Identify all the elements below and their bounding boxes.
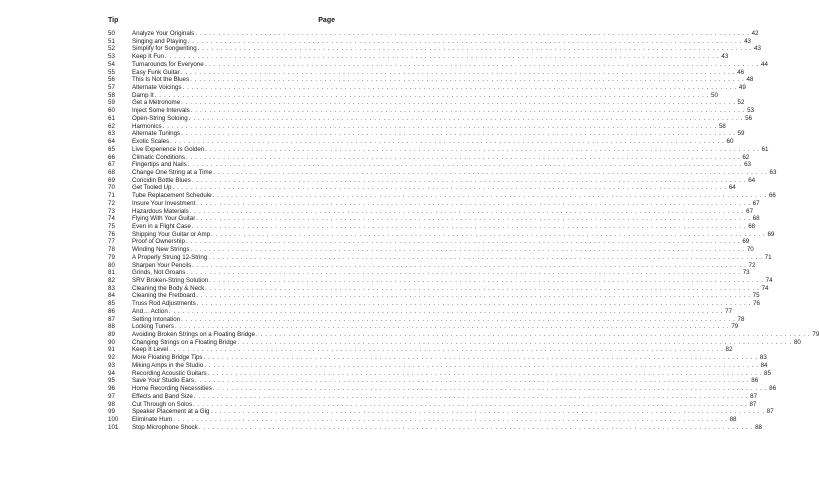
dot-leader: . . . . . . . . . . . . . . . . . . . . . . . . . . . . . . . . . . . . . . . . . . . . . . . . . . . . . . . . . . . . . . . . . . . . . . . . . . . . . . . . . . . . . . . . . . . . . . . . . . . . . . . . . . . . . . . . . . . . . . . . [190, 107, 746, 115]
dot-leader: . . . . . . . . . . . . . . . . . . . . . . . . . . . . . . . . . . . . . . . . . . . . . . . . . . . . . . . . . . . . . . . . . . . . . . . . . . . . . . . . . . . . . . . . . . . . . . . . . . . . . . . . . . . . . . . . . . . . . . . . [172, 184, 727, 192]
tip-title: Cut Through on Solos [132, 400, 193, 408]
tip-number: 58 [108, 91, 115, 99]
toc-entry [108, 354, 767, 362]
toc-entry [108, 230, 775, 239]
dot-leader: . . . . . . . . . . . . . . . . . . . . . . . . . . . . . . . . . . . . . . . . . . . . . . . . . . . . . . . . . . . . . . . . . . . . . . . . . . . . . . . . . . . . . . . . . . . . . . . . . . . . . . . . . . . . . . . . . . . . . . . . [181, 315, 736, 323]
dot-leader: . . . . . . . . . . . . . . . . . . . . . . . . . . . . . . . . . . . . . . . . . . . . . . . . . . . . . . . . . . . . . . . . . . . . . . . . . . . . . . . . . . . . . . . . . . . . . . . . . . . . . . . . . . . . . . . . . . . . . . . . [162, 122, 717, 130]
dot-leader: . . . . . . . . . . . . . . . . . . . . . . . . . . . . . . . . . . . . . . . . . . . . . . . . . . . . . . . . . . . . . . . . . . . . . . . . . . . . . . . . . . . . . . . . . . . . . . . . . . . . . . . . . . . . . . . . . . . . . . . . [211, 230, 766, 238]
page-number: 68 [752, 215, 760, 223]
page-number: 70 [746, 246, 754, 254]
toc-entry [108, 346, 733, 354]
page-number: 86 [751, 377, 759, 385]
dot-leader: . . . . . . . . . . . . . . . . . . . . . . . . . . . . . . . . . . . . . . . . . . . . . . . . . . . . . . . . . . . . . . . . . . . . . . . . . . . . . . . . . . . . . . . . . . . . . . . . . . . . . . . . . . . . . . . . . . . . . . . . [181, 130, 736, 138]
tip-title: Get a Metronome [132, 99, 181, 107]
toc-entry [108, 91, 718, 100]
page-number: 73 [742, 269, 750, 277]
tip-title: This Is Not the Blues [132, 76, 190, 84]
tip-title: Coricidin Bottle Blues [132, 176, 191, 184]
toc-entry [108, 184, 736, 192]
dot-leader: . . . . . . . . . . . . . . . . . . . . . . . . . . . . . . . . . . . . . . . . . . . . . . . . . . . . . . . . . . . . . . . . . . . . . . . . . . . . . . . . . . . . . . . . . . . . . . . . . . . . . . . . . . . . . . . . . . . . . . . . [185, 238, 741, 246]
tip-title: Setting Intonation [132, 315, 181, 323]
toc-entry [108, 277, 773, 285]
tip-number: 87 [108, 315, 115, 323]
tip-title: Inject Some Intervals [132, 107, 190, 115]
page-number: 49 [738, 84, 746, 92]
page-number: 84 [760, 361, 768, 369]
page-number: 46 [737, 68, 745, 76]
tip-number: 81 [108, 269, 115, 277]
toc-entry [108, 130, 745, 138]
table-of-contents [108, 17, 819, 431]
tip-number: 60 [108, 107, 115, 115]
toc-header [108, 17, 336, 28]
tip-title: Locking Tuners [132, 323, 174, 331]
toc-entry [108, 192, 776, 200]
tip-number: 55 [108, 68, 115, 76]
tip-number: 95 [108, 377, 115, 385]
page-number: 68 [748, 222, 756, 230]
dot-leader: . . . . . . . . . . . . . . . . . . . . . . . . . . . . . . . . . . . . . . . . . . . . . . . . . . . . . . . . . . . . . . . . . . . . . . . . . . . . . . . . . . . . . . . . . . . . . . . . . . . . . . . . . . . . . . . . . . . . . . . . [195, 30, 750, 37]
tip-column-heading: Tip [108, 17, 119, 24]
page-number: 43 [721, 53, 729, 61]
toc-entry [108, 153, 750, 162]
dot-leader: . . . . . . . . . . . . . . . . . . . . . . . . . . . . . . . . . . . . . . . . . . . . . . . . . . . . . . . . . . . . . . . . . . . . . . . . . . . . . . . . . . . . . . . . . . . . . . . . . . . . . . . . . . . . . . . . . . . . . . . . [190, 246, 745, 254]
page-number: 43 [744, 37, 751, 45]
dot-leader: . . . . . . . . . . . . . . . . . . . . . . . . . . . . . . . . . . . . . . . . . . . . . . . . . . . . . . . . . . . . . . . . . . . . . . . . . . . . . . . . . . . . . . . . . . . . . . . . . . . . . . . . . . . . . . . . . . . . . . . . [204, 60, 759, 68]
toc-entry [108, 307, 733, 316]
tip-number: 94 [108, 369, 115, 377]
tip-number: 57 [108, 84, 115, 92]
dot-leader: . . . . . . . . . . . . . . . . . . . . . . . . . . . . . . . . . . . . . . . . . . . . . . . . . . . . . . . . . . . . . . . . . . . . . . . . . . . . . . . . . . . . . . . . . . . . . . . . . . . . . . . . . . . . . . . . . . . . . . . . [205, 145, 760, 153]
page-number: 63 [744, 161, 751, 169]
tip-number: 63 [108, 130, 115, 138]
tip-number: 75 [108, 222, 115, 230]
dot-leader: . . . . . . . . . . . . . . . . . . . . . . . . . . . . . . . . . . . . . . . . . . . . . . . . . . . . . . . . . . . . . . . . . . . . . . . . . . . . . . . . . . . . . . . . . . . . . . . . . . . . . . . . . . . . . . . . . . . . . . . . [256, 331, 811, 339]
tip-title: Exotic Scales [132, 138, 170, 146]
page-number: 69 [742, 238, 750, 246]
tip-number: 88 [108, 323, 115, 331]
dot-leader: . . . . . . . . . . . . . . . . . . . . . . . . . . . . . . . . . . . . . . . . . . . . . . . . . . . . . . . . . . . . . . . . . . . . . . . . . . . . . . . . . . . . . . . . . . . . . . . . . . . . . . . . . . . . . . . . . . . . . . . . [193, 400, 748, 408]
tip-title: More Floating Bridge Tips [132, 354, 203, 362]
toc-entry [108, 53, 729, 61]
tip-title: Keep It Level [132, 346, 169, 354]
tip-title: Hazardous Materials [132, 207, 189, 215]
tip-number: 82 [108, 277, 115, 284]
tip-number: 98 [108, 400, 115, 408]
dot-leader: . . . . . . . . . . . . . . . . . . . . . . . . . . . . . . . . . . . . . . . . . . . . . . . . . . . . . . . . . . . . . . . . . . . . . . . . . . . . . . . . . . . . . . . . . . . . . . . . . . . . . . . . . . . . . . . . . . . . . . . . [182, 84, 737, 92]
tip-number: 96 [108, 385, 115, 393]
tip-title: Simplify for Songwriting [132, 45, 197, 53]
dot-leader: . . . . . . . . . . . . . . . . . . . . . . . . . . . . . . . . . . . . . . . . . . . . . . . . . . . . . . . . . . . . . . . . . . . . . . . . . . . . . . . . . . . . . . . . . . . . . . . . . . . . . . . . . . . . . . . . . . . . . . . . [168, 307, 724, 315]
dot-leader: . . . . . . . . . . . . . . . . . . . . . . . . . . . . . . . . . . . . . . . . . . . . . . . . . . . . . . . . . . . . . . . . . . . . . . . . . . . . . . . . . . . . . . . . . . . . . . . . . . . . . . . . . . . . . . . . . . . . . . . . [213, 168, 768, 176]
toc-entry [108, 76, 754, 84]
tip-number: 76 [108, 230, 115, 238]
page-number: 60 [726, 138, 734, 146]
dot-leader: . . . . . . . . . . . . . . . . . . . . . . . . . . . . . . . . . . . . . . . . . . . . . . . . . . . . . . . . . . . . . . . . . . . . . . . . . . . . . . . . . . . . . . . . . . . . . . . . . . . . . . . . . . . . . . . . . . . . . . . . [170, 138, 725, 146]
tip-title: Truss Rod Adjustments [132, 300, 196, 308]
tip-number: 80 [108, 261, 115, 269]
page-number: 66 [768, 192, 776, 200]
tip-number: 101 [108, 423, 119, 431]
toc-entry [108, 222, 756, 231]
toc-entry [108, 415, 737, 424]
toc-entry [108, 269, 750, 277]
dot-leader: . . . . . . . . . . . . . . . . . . . . . . . . . . . . . . . . . . . . . . . . . . . . . . . . . . . . . . . . . . . . . . . . . . . . . . . . . . . . . . . . . . . . . . . . . . . . . . . . . . . . . . . . . . . . . . . . . . . . . . . . [198, 423, 753, 431]
page-number: 85 [764, 369, 771, 377]
dot-leader: . . . . . . . . . . . . . . . . . . . . . . . . . . . . . . . . . . . . . . . . . . . . . . . . . . . . . . . . . . . . . . . . . . . . . . . . . . . . . . . . . . . . . . . . . . . . . . . . . . . . . . . . . . . . . . . . . . . . . . . . [185, 153, 741, 161]
tip-title: Shipping Your Guitar or Amp [132, 230, 211, 238]
dot-leader: . . . . . . . . . . . . . . . . . . . . . . . . . . . . . . . . . . . . . . . . . . . . . . . . . . . . . . . . . . . . . . . . . . . . . . . . . . . . . . . . . . . . . . . . . . . . . . . . . . . . . . . . . . . . . . . . . . . . . . . . [191, 176, 747, 184]
toc-entry [108, 60, 768, 69]
toc-entry [108, 377, 759, 385]
tip-title: Climatic Conditions [132, 153, 185, 161]
tip-title: Cleaning the Body & Neck [132, 284, 205, 292]
dot-leader: . . . . . . . . . . . . . . . . . . . . . . . . . . . . . . . . . . . . . . . . . . . . . . . . . . . . . . . . . . . . . . . . . . . . . . . . . . . . . . . . . . . . . . . . . . . . . . . . . . . . . . . . . . . . . . . . . . . . . . . . [193, 392, 749, 400]
dot-leader: . . . . . . . . . . . . . . . . . . . . . . . . . . . . . . . . . . . . . . . . . . . . . . . . . . . . . . . . . . . . . . . . . . . . . . . . . . . . . . . . . . . . . . . . . . . . . . . . . . . . . . . . . . . . . . . . . . . . . . . . [210, 408, 765, 416]
tip-title: Singing and Playing [132, 37, 187, 45]
dot-leader: . . . . . . . . . . . . . . . . . . . . . . . . . . . . . . . . . . . . . . . . . . . . . . . . . . . . . . . . . . . . . . . . . . . . . . . . . . . . . . . . . . . . . . . . . . . . . . . . . . . . . . . . . . . . . . . . . . . . . . . . [180, 68, 736, 76]
toc-entry [108, 168, 777, 177]
tip-number: 99 [108, 408, 115, 416]
page-number: 74 [761, 284, 769, 292]
toc-entry [108, 392, 758, 401]
toc-entry [108, 423, 762, 432]
toc-entries [108, 30, 819, 431]
tip-title: Even in a Flight Case [132, 222, 191, 230]
tip-title: Home Recording Necessities [132, 385, 212, 393]
tip-title: And… Action [132, 307, 168, 315]
tip-number: 66 [108, 153, 115, 161]
dot-leader: . . . . . . . . . . . . . . . . . . . . . . . . . . . . . . . . . . . . . . . . . . . . . . . . . . . . . . . . . . . . . . . . . . . . . . . . . . . . . . . . . . . . . . . . . . . . . . . . . . . . . . . . . . . . . . . . . . . . . . . . [207, 369, 762, 377]
dot-leader: . . . . . . . . . . . . . . . . . . . . . . . . . . . . . . . . . . . . . . . . . . . . . . . . . . . . . . . . . . . . . . . . . . . . . . . . . . . . . . . . . . . . . . . . . . . . . . . . . . . . . . . . . . . . . . . . . . . . . . . . [154, 91, 709, 99]
dot-leader: . . . . . . . . . . . . . . . . . . . . . . . . . . . . . . . . . . . . . . . . . . . . . . . . . . . . . . . . . . . . . . . . . . . . . . . . . . . . . . . . . . . . . . . . . . . . . . . . . . . . . . . . . . . . . . . . . . . . . . . . [196, 215, 751, 223]
tip-number: 91 [108, 346, 115, 354]
tip-number: 92 [108, 354, 115, 362]
page-number: 79 [812, 331, 819, 339]
page-number: 48 [746, 76, 754, 84]
page-number: 52 [737, 99, 745, 107]
page-number: 62 [742, 153, 750, 161]
page-number: 71 [764, 253, 772, 261]
tip-number: 65 [108, 145, 115, 153]
page-number: 64 [728, 184, 736, 192]
tip-number: 85 [108, 300, 115, 308]
tip-number: 86 [108, 307, 115, 315]
page-number: 63 [769, 168, 777, 176]
tip-number: 68 [108, 168, 115, 176]
tip-number: 83 [108, 284, 115, 292]
page-number: 87 [749, 400, 757, 408]
page-number: 87 [750, 392, 758, 400]
page-number: 83 [759, 354, 767, 362]
tip-title: Cleaning the Fretboard [132, 292, 196, 300]
tip-number: 74 [108, 215, 115, 223]
dot-leader: . . . . . . . . . . . . . . . . . . . . . . . . . . . . . . . . . . . . . . . . . . . . . . . . . . . . . . . . . . . . . . . . . . . . . . . . . . . . . . . . . . . . . . . . . . . . . . . . . . . . . . . . . . . . . . . . . . . . . . . . [189, 207, 745, 215]
page-number: 78 [737, 315, 745, 323]
toc-entry [108, 99, 745, 107]
page-number: 43 [754, 45, 761, 53]
dot-leader: . . . . . . . . . . . . . . . . . . . . . . . . . . . . . . . . . . . . . . . . . . . . . . . . . . . . . . . . . . . . . . . . . . . . . . . . . . . . . . . . . . . . . . . . . . . . . . . . . . . . . . . . . . . . . . . . . . . . . . . . [169, 346, 724, 354]
tip-number: 90 [108, 338, 115, 346]
toc-entry [108, 84, 746, 92]
tip-title: Alternate Voicings [132, 84, 182, 92]
tip-number: 61 [108, 114, 115, 122]
dot-leader: . . . . . . . . . . . . . . . . . . . . . . . . . . . . . . . . . . . . . . . . . . . . . . . . . . . . . . . . . . . . . . . . . . . . . . . . . . . . . . . . . . . . . . . . . . . . . . . . . . . . . . . . . . . . . . . . . . . . . . . . [181, 99, 736, 107]
tip-number: 67 [108, 161, 115, 169]
toc-entry [108, 315, 745, 324]
dot-leader: . . . . . . . . . . . . . . . . . . . . . . . . . . . . . . . . . . . . . . . . . . . . . . . . . . . . . . . . . . . . . . . . . . . . . . . . . . . . . . . . . . . . . . . . . . . . . . . . . . . . . . . . . . . . . . . . . . . . . . . . [186, 269, 741, 277]
toc-entry [108, 30, 759, 38]
dot-leader: . . . . . . . . . . . . . . . . . . . . . . . . . . . . . . . . . . . . . . . . . . . . . . . . . . . . . . . . . . . . . . . . . . . . . . . . . . . . . . . . . . . . . . . . . . . . . . . . . . . . . . . . . . . . . . . . . . . . . . . . [237, 338, 792, 346]
tip-number: 100 [108, 415, 119, 423]
tip-number: 84 [108, 292, 115, 300]
page-number: 86 [769, 385, 777, 393]
toc-entry [108, 207, 754, 216]
dot-leader: . . . . . . . . . . . . . . . . . . . . . . . . . . . . . . . . . . . . . . . . . . . . . . . . . . . . . . . . . . . . . . . . . . . . . . . . . . . . . . . . . . . . . . . . . . . . . . . . . . . . . . . . . . . . . . . . . . . . . . . . [187, 161, 742, 169]
tip-title: Get Tooled Up [132, 184, 172, 192]
tip-title: Live Experience Is Golden [132, 145, 205, 153]
tip-number: 53 [108, 53, 115, 61]
tip-number: 59 [108, 99, 115, 107]
toc-entry [108, 68, 745, 77]
tip-title: Change One String at a Time [132, 168, 213, 176]
page-number: 69 [767, 230, 775, 238]
tip-title: Recording Acoustic Guitars [132, 369, 207, 377]
tip-title: Keep It Fun [132, 53, 164, 61]
dot-leader: . . . . . . . . . . . . . . . . . . . . . . . . . . . . . . . . . . . . . . . . . . . . . . . . . . . . . . . . . . . . . . . . . . . . . . . . . . . . . . . . . . . . . . . . . . . . . . . . . . . . . . . . . . . . . . . . . . . . . . . . [187, 37, 742, 45]
toc-entry [108, 284, 769, 293]
toc-entry [108, 215, 760, 223]
toc-entry [108, 107, 755, 115]
dot-leader: . . . . . . . . . . . . . . . . . . . . . . . . . . . . . . . . . . . . . . . . . . . . . . . . . . . . . . . . . . . . . . . . . . . . . . . . . . . . . . . . . . . . . . . . . . . . . . . . . . . . . . . . . . . . . . . . . . . . . . . . [208, 253, 763, 261]
tip-number: 56 [108, 76, 115, 84]
page-column-heading: Page [318, 17, 335, 24]
toc-entry [108, 323, 739, 331]
tip-title: Eliminate Hum [132, 415, 173, 423]
tip-title: Stop Microphone Shock [132, 423, 198, 431]
tip-number: 52 [108, 45, 115, 53]
tip-title: Harmonics [132, 122, 162, 130]
dot-leader: . . . . . . . . . . . . . . . . . . . . . . . . . . . . . . . . . . . . . . . . . . . . . . . . . . . . . . . . . . . . . . . . . . . . . . . . . . . . . . . . . . . . . . . . . . . . . . . . . . . . . . . . . . . . . . . . . . . . . . . . [196, 292, 751, 300]
tip-title: Proof of Ownership [132, 238, 185, 246]
page-number: 88 [755, 423, 762, 431]
tip-number: 70 [108, 184, 115, 192]
page-number: 88 [729, 415, 737, 423]
toc-entry [108, 122, 726, 131]
dot-leader: . . . . . . . . . . . . . . . . . . . . . . . . . . . . . . . . . . . . . . . . . . . . . . . . . . . . . . . . . . . . . . . . . . . . . . . . . . . . . . . . . . . . . . . . . . . . . . . . . . . . . . . . . . . . . . . . . . . . . . . . [209, 277, 764, 284]
toc-entry [108, 261, 756, 270]
dot-leader: . . . . . . . . . . . . . . . . . . . . . . . . . . . . . . . . . . . . . . . . . . . . . . . . . . . . . . . . . . . . . . . . . . . . . . . . . . . . . . . . . . . . . . . . . . . . . . . . . . . . . . . . . . . . . . . . . . . . . . . . [196, 199, 751, 207]
page-number: 42 [751, 30, 759, 37]
tip-title: A Properly Strung 12-String [132, 253, 208, 261]
tip-title: Effects and Band Size [132, 392, 193, 400]
tip-number: 50 [108, 30, 115, 37]
dot-leader: . . . . . . . . . . . . . . . . . . . . . . . . . . . . . . . . . . . . . . . . . . . . . . . . . . . . . . . . . . . . . . . . . . . . . . . . . . . . . . . . . . . . . . . . . . . . . . . . . . . . . . . . . . . . . . . . . . . . . . . . [188, 114, 743, 122]
toc-entry [108, 37, 751, 46]
tip-title: SRV Broken-String Solution [132, 277, 209, 284]
dot-leader: . . . . . . . . . . . . . . . . . . . . . . . . . . . . . . . . . . . . . . . . . . . . . . . . . . . . . . . . . . . . . . . . . . . . . . . . . . . . . . . . . . . . . . . . . . . . . . . . . . . . . . . . . . . . . . . . . . . . . . . . [173, 415, 728, 423]
page-number: 75 [752, 292, 760, 300]
tip-title: Grinds, Not Groans [132, 269, 186, 277]
page-number: 74 [765, 277, 773, 284]
tip-number: 72 [108, 199, 115, 207]
page-number: 79 [731, 323, 739, 331]
tip-title: Insure Your Investment [132, 199, 196, 207]
page-number: 61 [761, 145, 769, 153]
tip-title: Damp It [132, 91, 154, 99]
page-number: 77 [725, 307, 733, 315]
tip-title: Sharpen Your Pencils [132, 261, 192, 269]
toc-entry [108, 338, 801, 347]
tip-number: 64 [108, 138, 115, 146]
tip-number: 89 [108, 331, 115, 339]
dot-leader: . . . . . . . . . . . . . . . . . . . . . . . . . . . . . . . . . . . . . . . . . . . . . . . . . . . . . . . . . . . . . . . . . . . . . . . . . . . . . . . . . . . . . . . . . . . . . . . . . . . . . . . . . . . . . . . . . . . . . . . . [194, 377, 750, 385]
tip-title: Flying With Your Guitar [132, 215, 196, 223]
page-number: 76 [753, 300, 760, 308]
dot-leader: . . . . . . . . . . . . . . . . . . . . . . . . . . . . . . . . . . . . . . . . . . . . . . . . . . . . . . . . . . . . . . . . . . . . . . . . . . . . . . . . . . . . . . . . . . . . . . . . . . . . . . . . . . . . . . . . . . . . . . . . [191, 222, 747, 230]
tip-title: Save Your Studio Ears [132, 377, 194, 385]
dot-leader: . . . . . . . . . . . . . . . . . . . . . . . . . . . . . . . . . . . . . . . . . . . . . . . . . . . . . . . . . . . . . . . . . . . . . . . . . . . . . . . . . . . . . . . . . . . . . . . . . . . . . . . . . . . . . . . . . . . . . . . . [190, 76, 745, 84]
toc-entry [108, 138, 734, 146]
dot-leader: . . . . . . . . . . . . . . . . . . . . . . . . . . . . . . . . . . . . . . . . . . . . . . . . . . . . . . . . . . . . . . . . . . . . . . . . . . . . . . . . . . . . . . . . . . . . . . . . . . . . . . . . . . . . . . . . . . . . . . . . [197, 45, 752, 53]
tip-number: 54 [108, 60, 115, 68]
tip-title: Speaker Placement at a Gig [132, 408, 210, 416]
page-number: 67 [752, 199, 760, 207]
page-number: 58 [718, 122, 726, 130]
toc-entry [108, 300, 760, 308]
toc-entry [108, 145, 769, 154]
dot-leader: . . . . . . . . . . . . . . . . . . . . . . . . . . . . . . . . . . . . . . . . . . . . . . . . . . . . . . . . . . . . . . . . . . . . . . . . . . . . . . . . . . . . . . . . . . . . . . . . . . . . . . . . . . . . . . . . . . . . . . . . [203, 354, 758, 362]
tip-title: Easy Funk Guitar [132, 68, 180, 76]
dot-leader: . . . . . . . . . . . . . . . . . . . . . . . . . . . . . . . . . . . . . . . . . . . . . . . . . . . . . . . . . . . . . . . . . . . . . . . . . . . . . . . . . . . . . . . . . . . . . . . . . . . . . . . . . . . . . . . . . . . . . . . . [196, 300, 751, 308]
dot-leader: . . . . . . . . . . . . . . . . . . . . . . . . . . . . . . . . . . . . . . . . . . . . . . . . . . . . . . . . . . . . . . . . . . . . . . . . . . . . . . . . . . . . . . . . . . . . . . . . . . . . . . . . . . . . . . . . . . . . . . . . [192, 261, 747, 269]
page-number: 50 [711, 91, 718, 99]
tip-title: Turnarounds for Everyone [132, 60, 204, 68]
toc-entry [108, 331, 819, 339]
dot-leader: . . . . . . . . . . . . . . . . . . . . . . . . . . . . . . . . . . . . . . . . . . . . . . . . . . . . . . . . . . . . . . . . . . . . . . . . . . . . . . . . . . . . . . . . . . . . . . . . . . . . . . . . . . . . . . . . . . . . . . . . [205, 284, 760, 292]
dot-leader: . . . . . . . . . . . . . . . . . . . . . . . . . . . . . . . . . . . . . . . . . . . . . . . . . . . . . . . . . . . . . . . . . . . . . . . . . . . . . . . . . . . . . . . . . . . . . . . . . . . . . . . . . . . . . . . . . . . . . . . . [212, 385, 768, 393]
toc-entry [108, 246, 754, 254]
toc-entry [108, 292, 760, 300]
tip-number: 77 [108, 238, 115, 246]
toc-entry [108, 238, 750, 246]
page-number: 67 [746, 207, 754, 215]
toc-entry [108, 253, 772, 262]
dot-leader: . . . . . . . . . . . . . . . . . . . . . . . . . . . . . . . . . . . . . . . . . . . . . . . . . . . . . . . . . . . . . . . . . . . . . . . . . . . . . . . . . . . . . . . . . . . . . . . . . . . . . . . . . . . . . . . . . . . . . . . . [204, 361, 759, 369]
toc-entry [108, 161, 751, 169]
page-number: 80 [793, 338, 801, 346]
page-number: 56 [745, 114, 752, 122]
page-number: 59 [737, 130, 745, 138]
tip-number: 79 [108, 253, 115, 261]
toc-entry [108, 176, 756, 185]
tip-number: 71 [108, 192, 115, 200]
dot-leader: . . . . . . . . . . . . . . . . . . . . . . . . . . . . . . . . . . . . . . . . . . . . . . . . . . . . . . . . . . . . . . . . . . . . . . . . . . . . . . . . . . . . . . . . . . . . . . . . . . . . . . . . . . . . . . . . . . . . . . . . [174, 323, 730, 331]
page-number: 53 [747, 107, 755, 115]
tip-number: 62 [108, 122, 115, 130]
toc-entry [108, 45, 761, 53]
tip-title: Alternate Tunings [132, 130, 181, 138]
toc-entry [108, 361, 768, 370]
tip-title: Avoiding Broken Strings on a Floating Bridge [132, 331, 256, 339]
tip-number: 97 [108, 392, 115, 400]
toc-entry [108, 114, 752, 123]
tip-title: Winding New Strings [132, 246, 190, 254]
toc-entry [108, 199, 760, 208]
tip-number: 73 [108, 207, 115, 215]
toc-entry [108, 408, 774, 416]
page-number: 87 [766, 408, 774, 416]
tip-number: 78 [108, 246, 115, 254]
page-number: 82 [725, 346, 733, 354]
page-number: 64 [748, 176, 756, 184]
toc-entry [108, 400, 757, 409]
tip-number: 93 [108, 361, 115, 369]
tip-title: Changing Strings on a Floating Bridge [132, 338, 237, 346]
dot-leader: . . . . . . . . . . . . . . . . . . . . . . . . . . . . . . . . . . . . . . . . . . . . . . . . . . . . . . . . . . . . . . . . . . . . . . . . . . . . . . . . . . . . . . . . . . . . . . . . . . . . . . . . . . . . . . . . . . . . . . . . [165, 53, 720, 61]
tip-title: Tube Replacement Schedule [132, 192, 212, 200]
tip-title: Fingertips and Nails [132, 161, 187, 169]
tip-title: Open-String Soloing [132, 114, 188, 122]
tip-title: Miking Amps in the Studio [132, 361, 204, 369]
toc-entry [108, 369, 771, 378]
dot-leader: . . . . . . . . . . . . . . . . . . . . . . . . . . . . . . . . . . . . . . . . . . . . . . . . . . . . . . . . . . . . . . . . . . . . . . . . . . . . . . . . . . . . . . . . . . . . . . . . . . . . . . . . . . . . . . . . . . . . . . . . [212, 192, 767, 200]
tip-number: 69 [108, 176, 115, 184]
page-number: 72 [748, 261, 756, 269]
tip-title: Analyze Your Originals [132, 30, 195, 37]
tip-number: 51 [108, 37, 115, 45]
toc-entry [108, 385, 777, 393]
page-number: 44 [761, 60, 768, 68]
